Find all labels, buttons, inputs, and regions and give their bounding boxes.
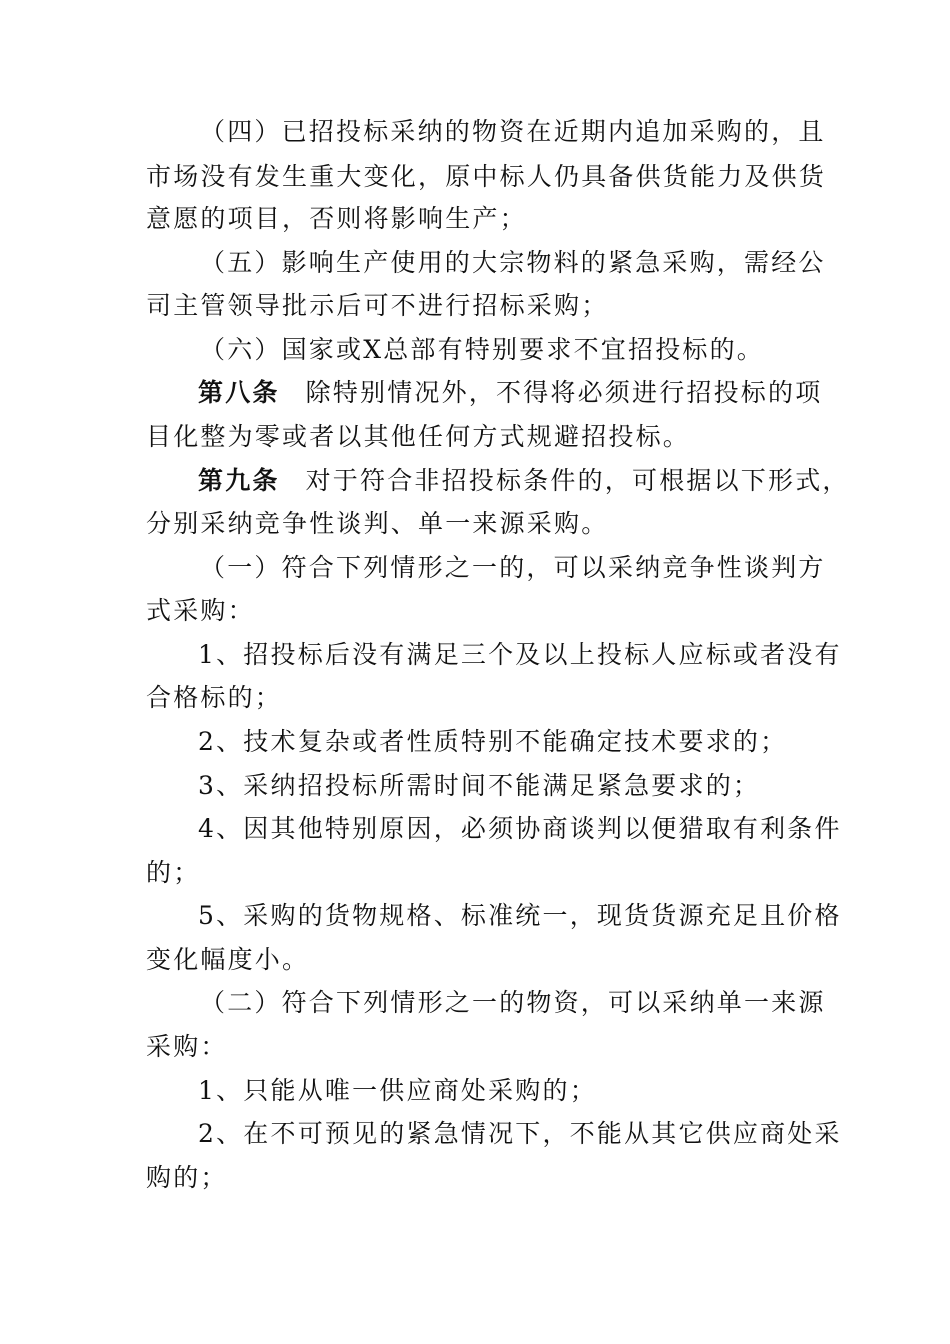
article-8-line [198, 373, 822, 413]
article-9-heading: 第九条 [198, 466, 280, 495]
text-line: 式采购： [146, 596, 255, 625]
text-line: 意愿的项目，否则将影响生产； [146, 204, 527, 233]
text-line: （四）已招投标采纳的物资在近期内追加采购的，且 [200, 117, 826, 146]
article-8-heading: 第八条 [198, 378, 280, 407]
text-line: 市场没有发生重大变化，原中标人仍具备供货能力及供货 [146, 162, 827, 191]
text-line: 变化幅度小。 [146, 945, 310, 974]
text-line: （一）符合下列情形之一的，可以采纳竞争性谈判方 [200, 553, 826, 582]
article-9-text: 对于符合非招投标条件的，可根据以下形式， [305, 466, 850, 495]
text-line: 司主管领导批示后可不进行招标采购； [146, 291, 609, 320]
text-line: 2、在不可预见的紧急情况下，不能从其它供应商处采 [198, 1119, 842, 1148]
article-8-text: 除特别情况外，不得将必须进行招投标的项 [305, 378, 823, 407]
text-line: （二）符合下列情形之一的物资，可以采纳单一来源 [200, 988, 826, 1017]
text-line: （六）国家或X总部有特别要求不宜招投标的。 [200, 335, 764, 364]
text-line: 合格标的； [146, 683, 283, 712]
text-line: （五）影响生产使用的大宗物料的紧急采购，需经公 [200, 248, 826, 277]
text-line: 1、招投标后没有满足三个及以上投标人应标或者没有 [198, 640, 842, 669]
text-line: 4、因其他特别原因，必须协商谈判以便猎取有利条件 [198, 814, 842, 843]
text-line: 购的； [146, 1163, 228, 1192]
text-line: 2、技术复杂或者性质特别不能确定技术要求的； [198, 727, 788, 756]
text-line: 分别采纳竞争性谈判、单一来源采购。 [146, 509, 609, 538]
text-line: 目化整为零或者以其他任何方式规避招投标。 [146, 422, 691, 451]
text-line: 5、采购的货物规格、标准统一，现货货源充足且价格 [198, 901, 842, 930]
text-line: 3、采纳招投标所需时间不能满足紧急要求的； [198, 771, 761, 800]
text-line: 采购： [146, 1032, 228, 1061]
text-line: 1、只能从唯一供应商处采购的； [198, 1076, 597, 1105]
text-line: 的； [146, 858, 201, 887]
article-9-line [198, 461, 850, 501]
